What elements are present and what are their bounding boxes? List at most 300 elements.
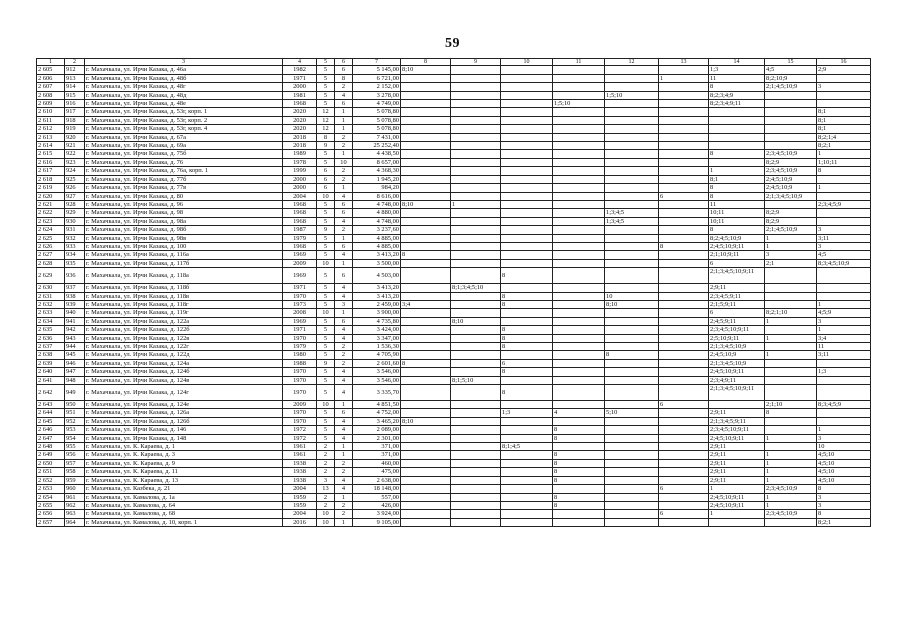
table-cell: 5 xyxy=(317,251,335,259)
table-cell xyxy=(553,292,605,300)
table-cell: 1973 xyxy=(283,300,317,308)
table-cell: 1970 xyxy=(283,368,317,376)
table-cell: 11 xyxy=(709,74,765,82)
table-cell xyxy=(553,150,605,158)
table-cell xyxy=(659,284,709,292)
table-cell xyxy=(501,351,553,359)
table-cell: 955 xyxy=(65,443,85,451)
table-cell: 927 xyxy=(65,192,85,200)
table-cell xyxy=(401,242,451,250)
table-row xyxy=(37,175,871,183)
table-cell: 2;1;10;9;11 xyxy=(709,251,765,259)
table-cell: 8;10 xyxy=(401,200,451,208)
table-cell: 8 657,00 xyxy=(353,158,401,166)
table-cell xyxy=(401,451,451,459)
table-cell xyxy=(659,376,709,384)
table-cell xyxy=(451,184,501,192)
table-cell: 1989 xyxy=(283,150,317,158)
table-row xyxy=(37,300,871,308)
table-cell xyxy=(451,268,501,284)
table-cell: 10 xyxy=(317,510,335,518)
table-cell xyxy=(451,518,501,526)
table-cell: 942 xyxy=(65,326,85,334)
table-cell: 8 xyxy=(401,251,451,259)
table-cell xyxy=(501,217,553,225)
table-cell xyxy=(553,284,605,292)
table-cell xyxy=(817,91,871,99)
table-cell: 3 546,00 xyxy=(353,376,401,384)
table-cell xyxy=(659,417,709,425)
table-cell: 954 xyxy=(65,434,85,442)
table-cell xyxy=(659,125,709,133)
table-cell: 4 xyxy=(335,217,353,225)
table-cell: 3 xyxy=(317,476,335,484)
table-cell: 935 xyxy=(65,259,85,267)
table-cell: 938 xyxy=(65,292,85,300)
table-cell: 2;4;5;10;9;11 xyxy=(709,434,765,442)
table-row xyxy=(37,476,871,484)
table-cell: 2 634 xyxy=(37,317,65,325)
table-cell xyxy=(605,334,659,342)
table-cell xyxy=(765,142,817,150)
table-cell: 10 xyxy=(335,158,353,166)
table-cell: 4 503,00 xyxy=(353,268,401,284)
table-cell xyxy=(401,317,451,325)
table-cell xyxy=(817,100,871,108)
table-cell xyxy=(401,125,451,133)
table-cell: 4 xyxy=(335,292,353,300)
table-cell xyxy=(501,83,553,91)
table-cell: 2 605 xyxy=(37,66,65,74)
table-cell: 2;3;4;5;10;9 xyxy=(765,485,817,493)
table-cell: 5 xyxy=(317,385,335,401)
table-cell: 2;3;4;5;10;9 xyxy=(765,167,817,175)
table-cell: 2 623 xyxy=(37,217,65,225)
table-cell xyxy=(659,468,709,476)
table-cell: 10 xyxy=(317,401,335,409)
table-cell xyxy=(451,116,501,124)
table-cell: 2;9;11 xyxy=(709,443,765,451)
table-cell: 1 xyxy=(335,443,353,451)
table-cell: 5 xyxy=(317,66,335,74)
table-cell: 2 612 xyxy=(37,125,65,133)
table-cell xyxy=(451,359,501,367)
table-cell xyxy=(401,209,451,217)
table-cell: 8 xyxy=(553,426,605,434)
table-cell: 11 xyxy=(817,343,871,351)
table-row xyxy=(37,242,871,250)
table-cell: г. Махачкала, ул. Ирчи Казака, д. 118г xyxy=(85,300,283,308)
table-cell: 5 xyxy=(317,158,335,166)
table-cell: 8;2;10;9 xyxy=(765,74,817,82)
table-cell xyxy=(501,242,553,250)
table-cell xyxy=(765,125,817,133)
table-cell xyxy=(401,142,451,150)
table-cell: 2018 xyxy=(283,133,317,141)
table-cell xyxy=(401,158,451,166)
table-cell: г. Махачкала, ул. К. Караева, д. 11 xyxy=(85,468,283,476)
table-cell: 2 627 xyxy=(37,251,65,259)
table-cell: 1961 xyxy=(283,451,317,459)
table-cell: 949 xyxy=(65,385,85,401)
table-cell: 1 xyxy=(335,401,353,409)
table-cell xyxy=(765,284,817,292)
table-cell: 8;2;1 xyxy=(817,142,871,150)
page-number: 59 xyxy=(445,36,460,51)
table-row xyxy=(37,309,871,317)
table-row xyxy=(37,317,871,325)
table-row xyxy=(37,158,871,166)
table-cell: 2;3;4;9;11 xyxy=(709,376,765,384)
table-cell xyxy=(659,83,709,91)
table-cell: 4;5;10 xyxy=(817,476,871,484)
table-cell xyxy=(553,368,605,376)
table-cell xyxy=(553,443,605,451)
table-cell: г. Махачкала, ул. Камалова, д. 10, корп. 1 xyxy=(85,518,283,526)
table-cell: 1971 xyxy=(283,326,317,334)
table-cell: 25 252,40 xyxy=(353,142,401,150)
table-cell: 2;1;5;9;11 xyxy=(709,300,765,308)
table-cell: 6 xyxy=(335,100,353,108)
table-cell xyxy=(451,142,501,150)
table-cell xyxy=(401,292,451,300)
table-cell: 2 xyxy=(335,83,353,91)
table-cell xyxy=(401,133,451,141)
table-row xyxy=(37,485,871,493)
table-row xyxy=(37,226,871,234)
table-row xyxy=(37,217,871,225)
table-cell: 2 624 xyxy=(37,226,65,234)
table-cell: 1 xyxy=(817,150,871,158)
table-cell: 1959 xyxy=(283,501,317,509)
table-cell: 4 438,50 xyxy=(353,150,401,158)
table-cell xyxy=(401,268,451,284)
table-cell: 2;3;4;5;9;11 xyxy=(709,292,765,300)
table-cell xyxy=(817,417,871,425)
table-cell xyxy=(451,351,501,359)
table-cell: 2020 xyxy=(283,116,317,124)
table-cell: 1971 xyxy=(283,284,317,292)
table-cell xyxy=(501,192,553,200)
table-cell: г. Махачкала, ул. Ирчи Казака, д. 67а xyxy=(85,133,283,141)
table-cell: 2 622 xyxy=(37,209,65,217)
table-cell xyxy=(765,300,817,308)
table-cell: 2 646 xyxy=(37,426,65,434)
table-cell: 922 xyxy=(65,150,85,158)
table-cell: 5 xyxy=(317,317,335,325)
table-cell xyxy=(605,66,659,74)
table-cell: 8 xyxy=(401,359,451,367)
table-cell xyxy=(659,167,709,175)
table-cell: 2 609 xyxy=(37,100,65,108)
table-cell xyxy=(659,368,709,376)
table-cell: 460,00 xyxy=(353,459,401,467)
table-cell: 10;11 xyxy=(709,209,765,217)
table-cell xyxy=(605,434,659,442)
table-cell xyxy=(451,108,501,116)
table-cell xyxy=(553,125,605,133)
table-cell: 937 xyxy=(65,284,85,292)
table-cell xyxy=(553,268,605,284)
table-cell: 2 636 xyxy=(37,334,65,342)
table-cell: 5 xyxy=(317,376,335,384)
table-cell xyxy=(553,200,605,208)
table-cell: 4;5 xyxy=(765,66,817,74)
table-cell: г. Махачкала, ул. Ирчи Казака, д. 80 xyxy=(85,192,283,200)
table-cell xyxy=(401,217,451,225)
table-cell xyxy=(817,359,871,367)
table-cell: 4 880,00 xyxy=(353,209,401,217)
table-cell xyxy=(401,485,451,493)
table-cell xyxy=(765,417,817,425)
table-cell xyxy=(451,226,501,234)
table-row xyxy=(37,125,871,133)
table-cell: 2 xyxy=(335,459,353,467)
table-cell: 943 xyxy=(65,334,85,342)
table-cell: г. Махачкала, ул. Ирчи Казака, д. 122г xyxy=(85,343,283,351)
table-cell xyxy=(451,334,501,342)
table-cell: г. Махачкала, ул. Ирчи Казака, д. 124в xyxy=(85,376,283,384)
table-cell: 2;4;5;9;11 xyxy=(709,317,765,325)
table-cell xyxy=(401,434,451,442)
table-cell xyxy=(451,251,501,259)
table-row xyxy=(37,116,871,124)
table-cell: 4 xyxy=(335,251,353,259)
table-cell: 2 xyxy=(335,142,353,150)
table-cell xyxy=(451,91,501,99)
table-cell: 2 xyxy=(335,359,353,367)
table-cell: 2 xyxy=(335,351,353,359)
table-cell: 2 619 xyxy=(37,184,65,192)
table-cell: 557,00 xyxy=(353,493,401,501)
table-cell: г. Махачкала, ул. Ирчи Казака, д. 116а xyxy=(85,251,283,259)
table-cell: г. Махачкала, ул. Ирчи Казака, д. 124е xyxy=(85,401,283,409)
column-header: 13 xyxy=(659,59,709,66)
table-cell: 2 640 xyxy=(37,368,65,376)
table-cell: 2 xyxy=(335,133,353,141)
column-header: 8 xyxy=(401,59,451,66)
table-cell xyxy=(401,100,451,108)
table-cell: 3 xyxy=(765,251,817,259)
table-cell xyxy=(553,175,605,183)
table-cell xyxy=(401,510,451,518)
table-cell: 11 xyxy=(709,200,765,208)
table-cell: 1 xyxy=(817,300,871,308)
table-cell xyxy=(553,158,605,166)
table-cell: 1 xyxy=(335,184,353,192)
table-cell: 4;5;10 xyxy=(817,468,871,476)
table-cell xyxy=(501,459,553,467)
table-cell: 1 xyxy=(817,326,871,334)
table-cell: г. Махачкала, ул. Ирчи Казака, д. 126б xyxy=(85,417,283,425)
table-cell: 2 xyxy=(335,501,353,509)
table-cell: 1 xyxy=(765,351,817,359)
table-cell: г. Махачкала, ул. Ирчи Казака, д. 75б xyxy=(85,150,283,158)
table-cell: 2 633 xyxy=(37,309,65,317)
table-cell xyxy=(451,125,501,133)
table-cell: г. Махачкала, ул. Ирчи Казака, д. 122в xyxy=(85,334,283,342)
table-cell xyxy=(451,217,501,225)
table-cell: 2000 xyxy=(283,184,317,192)
table-cell: 1;3;4;5 xyxy=(605,217,659,225)
table-cell: 7 431,00 xyxy=(353,133,401,141)
table-cell: 1999 xyxy=(283,167,317,175)
table-cell xyxy=(501,142,553,150)
table-cell: 2 614 xyxy=(37,142,65,150)
table-cell: 8 xyxy=(553,434,605,442)
table-cell xyxy=(401,493,451,501)
table-cell xyxy=(659,217,709,225)
table-cell: 6 xyxy=(335,66,353,74)
table-cell: 1 xyxy=(817,426,871,434)
table-cell xyxy=(605,510,659,518)
table-cell xyxy=(553,334,605,342)
table-cell xyxy=(451,368,501,376)
table-cell: 4;5;10 xyxy=(817,451,871,459)
table-cell: 3;11 xyxy=(817,234,871,242)
table-cell xyxy=(501,518,553,526)
column-header: 2 xyxy=(65,59,85,66)
table-cell: 2 621 xyxy=(37,200,65,208)
table-cell: г. Махачкала, ул. Ирчи Казака, д. 124б xyxy=(85,368,283,376)
table-cell: 8;2;3;4;9;11 xyxy=(709,100,765,108)
table-cell: 4 xyxy=(335,385,353,401)
table-cell: 914 xyxy=(65,83,85,91)
table-cell xyxy=(817,284,871,292)
table-cell: 2 xyxy=(335,167,353,175)
table-row xyxy=(37,385,871,401)
table-cell: 915 xyxy=(65,91,85,99)
table-row xyxy=(37,259,871,267)
table-cell: 1 xyxy=(451,200,501,208)
table-cell xyxy=(451,242,501,250)
column-header: 11 xyxy=(553,59,605,66)
table-cell xyxy=(605,175,659,183)
table-cell: г. Махачкала, ул. К. Караева, д. 13 xyxy=(85,476,283,484)
table-cell xyxy=(401,309,451,317)
table-cell xyxy=(401,476,451,484)
table-cell xyxy=(765,385,817,401)
table-cell xyxy=(401,401,451,409)
table-cell: 2 301,00 xyxy=(353,434,401,442)
table-cell: 6 721,00 xyxy=(353,74,401,82)
table-cell: 1 xyxy=(335,309,353,317)
table-cell: 2;9;11 xyxy=(709,459,765,467)
table-cell xyxy=(553,116,605,124)
table-cell: 2 635 xyxy=(37,326,65,334)
table-cell: 10 xyxy=(317,518,335,526)
table-cell: 2008 xyxy=(283,309,317,317)
table-cell: г. Махачкала, ул. Ирчи Казака, д. 118б xyxy=(85,284,283,292)
table-cell xyxy=(401,91,451,99)
table-cell: 1;5;10 xyxy=(605,91,659,99)
table-row xyxy=(37,401,871,409)
table-cell xyxy=(765,100,817,108)
table-cell xyxy=(817,376,871,384)
table-cell xyxy=(605,158,659,166)
table-cell: 1971 xyxy=(283,74,317,82)
table-cell: 1;10;11 xyxy=(817,158,871,166)
table-cell xyxy=(501,426,553,434)
table-cell: 951 xyxy=(65,409,85,417)
table-cell xyxy=(553,485,605,493)
table-cell: 4 xyxy=(335,91,353,99)
table-cell: 8;2;4;5;10;9 xyxy=(709,234,765,242)
table-cell: 8;2;1;10 xyxy=(765,309,817,317)
table-cell: 1 xyxy=(335,259,353,267)
table-cell: 2 639 xyxy=(37,359,65,367)
table-cell: 2;4;5;10;9;11 xyxy=(709,501,765,509)
table-cell: 2 xyxy=(335,343,353,351)
table-cell: г. Махачкала, ул. Ирчи Казака, д. 122д xyxy=(85,351,283,359)
table-cell xyxy=(659,317,709,325)
table-cell: 2 608 xyxy=(37,91,65,99)
table-cell: 1;3 xyxy=(817,368,871,376)
table-cell: 4 885,00 xyxy=(353,242,401,250)
table-cell xyxy=(659,426,709,434)
table-cell: 6 xyxy=(659,510,709,518)
table-cell xyxy=(659,234,709,242)
table-cell: 4 xyxy=(335,426,353,434)
table-cell xyxy=(659,451,709,459)
table-cell: 8;1 xyxy=(817,125,871,133)
table-cell xyxy=(501,234,553,242)
table-cell xyxy=(401,150,451,158)
table-cell: 4 748,00 xyxy=(353,217,401,225)
table-cell: 4 xyxy=(335,485,353,493)
table-cell xyxy=(553,343,605,351)
table-cell: 8 xyxy=(709,150,765,158)
table-cell: 8;2;9 xyxy=(765,209,817,217)
table-cell: 957 xyxy=(65,459,85,467)
table-cell: 1 xyxy=(335,108,353,116)
table-cell xyxy=(451,192,501,200)
table-cell: 2 653 xyxy=(37,485,65,493)
table-cell: 6 xyxy=(659,401,709,409)
table-cell xyxy=(501,116,553,124)
table-cell xyxy=(501,209,553,217)
table-cell: 2;9;11 xyxy=(709,476,765,484)
table-cell: 2 625 xyxy=(37,234,65,242)
table-cell xyxy=(451,326,501,334)
table-cell: 2 152,00 xyxy=(353,83,401,91)
table-cell xyxy=(659,108,709,116)
table-row xyxy=(37,343,871,351)
table-cell xyxy=(501,476,553,484)
table-cell: 2 641 xyxy=(37,376,65,384)
table-cell: 1 xyxy=(765,242,817,250)
table-row xyxy=(37,376,871,384)
table-row xyxy=(37,209,871,217)
table-cell: 2;4;5;10;9 xyxy=(765,175,817,183)
table-cell: 2;9;11 xyxy=(709,451,765,459)
table-row xyxy=(37,518,871,526)
table-cell: 1970 xyxy=(283,376,317,384)
table-cell: 916 xyxy=(65,100,85,108)
table-cell xyxy=(553,309,605,317)
table-cell: 962 xyxy=(65,501,85,509)
table-cell: 2009 xyxy=(283,401,317,409)
table-cell xyxy=(709,158,765,166)
table-cell xyxy=(605,317,659,325)
table-cell xyxy=(817,292,871,300)
table-cell: 5 078,80 xyxy=(353,116,401,124)
table-cell: 932 xyxy=(65,234,85,242)
table-cell xyxy=(605,501,659,509)
table-cell xyxy=(451,443,501,451)
table-cell: г. Махачкала, ул. Ирчи Казака, д. 100 xyxy=(85,242,283,250)
table-cell: 2;3;4;5;10;9;11 xyxy=(709,426,765,434)
